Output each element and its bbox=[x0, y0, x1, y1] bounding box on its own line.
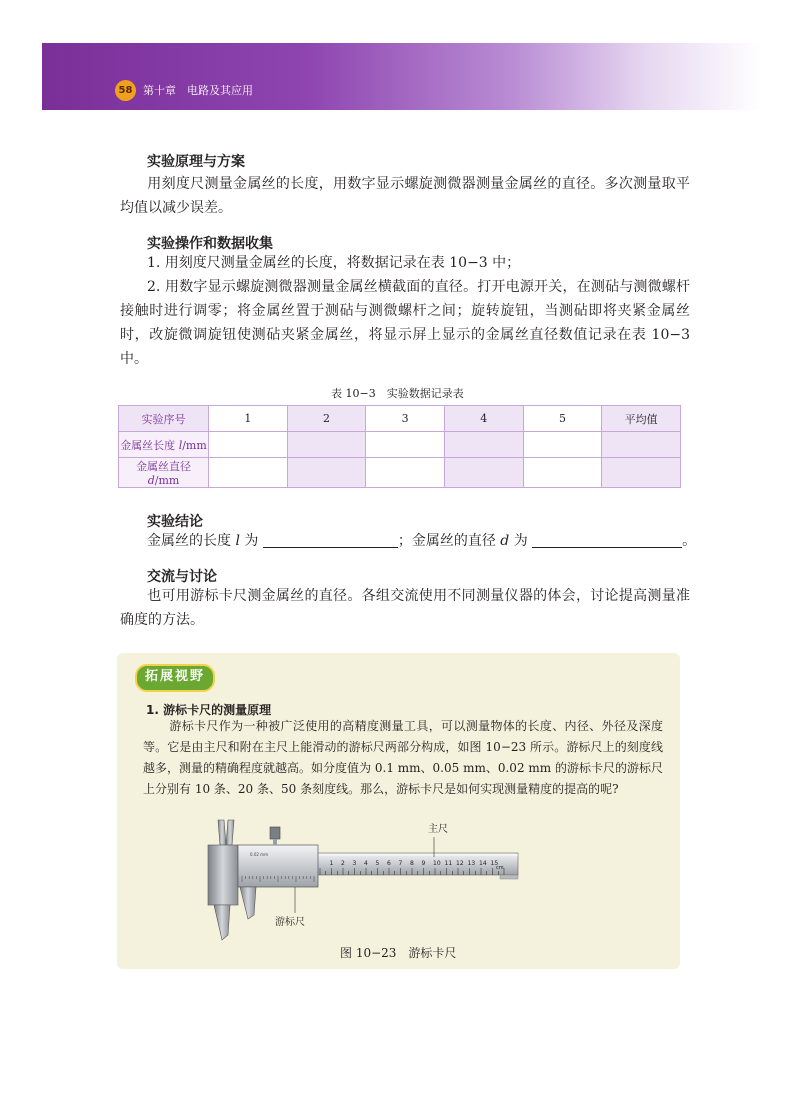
table-header-cell: 2 bbox=[287, 406, 366, 432]
extension-badge: 拓展视野 bbox=[135, 664, 215, 692]
table-cell bbox=[287, 458, 366, 488]
table-cell bbox=[209, 458, 288, 488]
main-scale-number: 15 bbox=[490, 860, 499, 867]
extension-subheading: 1. 游标卡尺的测量原理 bbox=[146, 703, 272, 717]
main-scale-number: 14 bbox=[479, 860, 487, 867]
section-heading-procedure: 实验操作和数据收集 bbox=[147, 236, 273, 252]
table-cell bbox=[602, 458, 681, 488]
section-heading-principle: 实验原理与方案 bbox=[147, 154, 245, 170]
table-header-cell: 1 bbox=[209, 406, 288, 432]
main-scale-number: 10 bbox=[433, 860, 441, 867]
outside-jaw-sliding bbox=[240, 887, 256, 919]
table-cell bbox=[366, 458, 445, 488]
extension-paragraph: 游标卡尺作为一种被广泛使用的高精度测量工具，可以测量物体的长度、内径、外径及深度等。它是由主尺和附在主尺上能滑动的游标尺两部分构成，如图 10−23 所示。游标尺上的刻度线越多，测量的精确程度就越高。如分度值为 0.1 mm、0.05 mm、0.02 mm 的游标卡尺的游标尺上分别有 10 条、20 条、50 条刻度线。那么，游标卡尺是如何实现测量精度的提高的呢? bbox=[143, 719, 663, 796]
table-cell bbox=[523, 458, 602, 488]
principle-paragraph: 用刻度尺测量金属丝的长度，用数字显示螺旋测微器测量金属丝的直径。多次测量取平均值以减少误差。 bbox=[120, 176, 690, 216]
table-cell bbox=[209, 432, 288, 458]
main-scale-number: 1 bbox=[329, 860, 334, 867]
length-blank[interactable] bbox=[263, 533, 398, 548]
table-cell bbox=[523, 432, 602, 458]
main-scale-number: 3 bbox=[352, 860, 357, 867]
main-scale-number: 13 bbox=[467, 860, 476, 867]
vernier-mark: 0.02 mm bbox=[250, 852, 268, 857]
table-header-cell: 4 bbox=[444, 406, 523, 432]
main-scale-number: 6 bbox=[387, 860, 391, 867]
table-cell bbox=[444, 458, 523, 488]
procedure-step-1: 1. 用刻度尺测量金属丝的长度，将数据记录在表 10−3 中； bbox=[147, 255, 521, 271]
main-scale-number: 2 bbox=[341, 860, 345, 867]
section-heading-conclusion: 实验结论 bbox=[147, 514, 203, 530]
main-scale-number: 8 bbox=[410, 860, 414, 867]
main-scale-number: 12 bbox=[456, 860, 464, 867]
main-scale-number: 9 bbox=[421, 860, 426, 867]
table-header-cell: 平均值 bbox=[602, 406, 681, 432]
data-table bbox=[118, 405, 681, 488]
table-header-row bbox=[119, 406, 681, 432]
discussion-paragraph: 也可用游标卡尺测金属丝的直径。各组交流使用不同测量仪器的体会，讨论提高测量准确度的方法。 bbox=[120, 588, 690, 628]
main-scale-number: 4 bbox=[364, 860, 368, 867]
table-caption: 表 10−3 实验数据记录表 bbox=[331, 387, 464, 400]
diameter-blank[interactable] bbox=[532, 533, 682, 548]
vernier-label: 游标尺 bbox=[275, 917, 305, 928]
table-cell bbox=[287, 432, 366, 458]
conclusion-line: 金属丝的长度 l 为 ；金属丝的直径 d 为 。 bbox=[147, 533, 697, 549]
scale-unit: cm bbox=[496, 865, 504, 871]
table-cell bbox=[444, 432, 523, 458]
procedure-step-2: 2. 用数字显示螺旋测微器测量金属丝横截面的直径。打开电源开关，在测砧与测微螺杆接触时进行调零；将金属丝置于测砧与测微螺杆之间；旋转旋钮，当测砧即将夹紧金属丝时，改旋微调旋钮使测砧夹紧金属丝，将显示屏上显示的金属丝直径数值记录在表 10−3 中。 bbox=[120, 279, 690, 367]
fixed-jaw bbox=[208, 845, 238, 905]
main-scale-number: 11 bbox=[444, 860, 453, 867]
table-header-cell: 实验序号 bbox=[119, 406, 209, 432]
figure-caption: 图 10−23 游标卡尺 bbox=[340, 946, 457, 960]
main-scale-number: 5 bbox=[375, 860, 380, 867]
section-heading-discussion: 交流与讨论 bbox=[147, 569, 217, 585]
vernier-caliper-figure bbox=[200, 815, 520, 945]
table-header-cell: 3 bbox=[366, 406, 445, 432]
chapter-title: 第十章 电路及其应用 bbox=[143, 84, 253, 97]
page-number: 58 bbox=[115, 80, 136, 101]
main-scale-label: 主尺 bbox=[428, 824, 448, 835]
table-row bbox=[119, 432, 681, 458]
table-cell bbox=[602, 432, 681, 458]
outside-jaw-fixed bbox=[214, 905, 230, 940]
row-label-length: 金属丝长度 l/mm bbox=[119, 432, 209, 458]
table-row bbox=[119, 458, 681, 488]
table-cell bbox=[366, 432, 445, 458]
inside-jaw-fixed bbox=[218, 820, 226, 845]
inside-jaw-sliding bbox=[226, 820, 234, 845]
main-scale-number: 7 bbox=[398, 860, 403, 867]
header-band bbox=[42, 43, 800, 110]
locking-screw bbox=[270, 827, 280, 839]
table-header-cell: 5 bbox=[523, 406, 602, 432]
row-label-diameter: 金属丝直径 d/mm bbox=[119, 458, 209, 488]
